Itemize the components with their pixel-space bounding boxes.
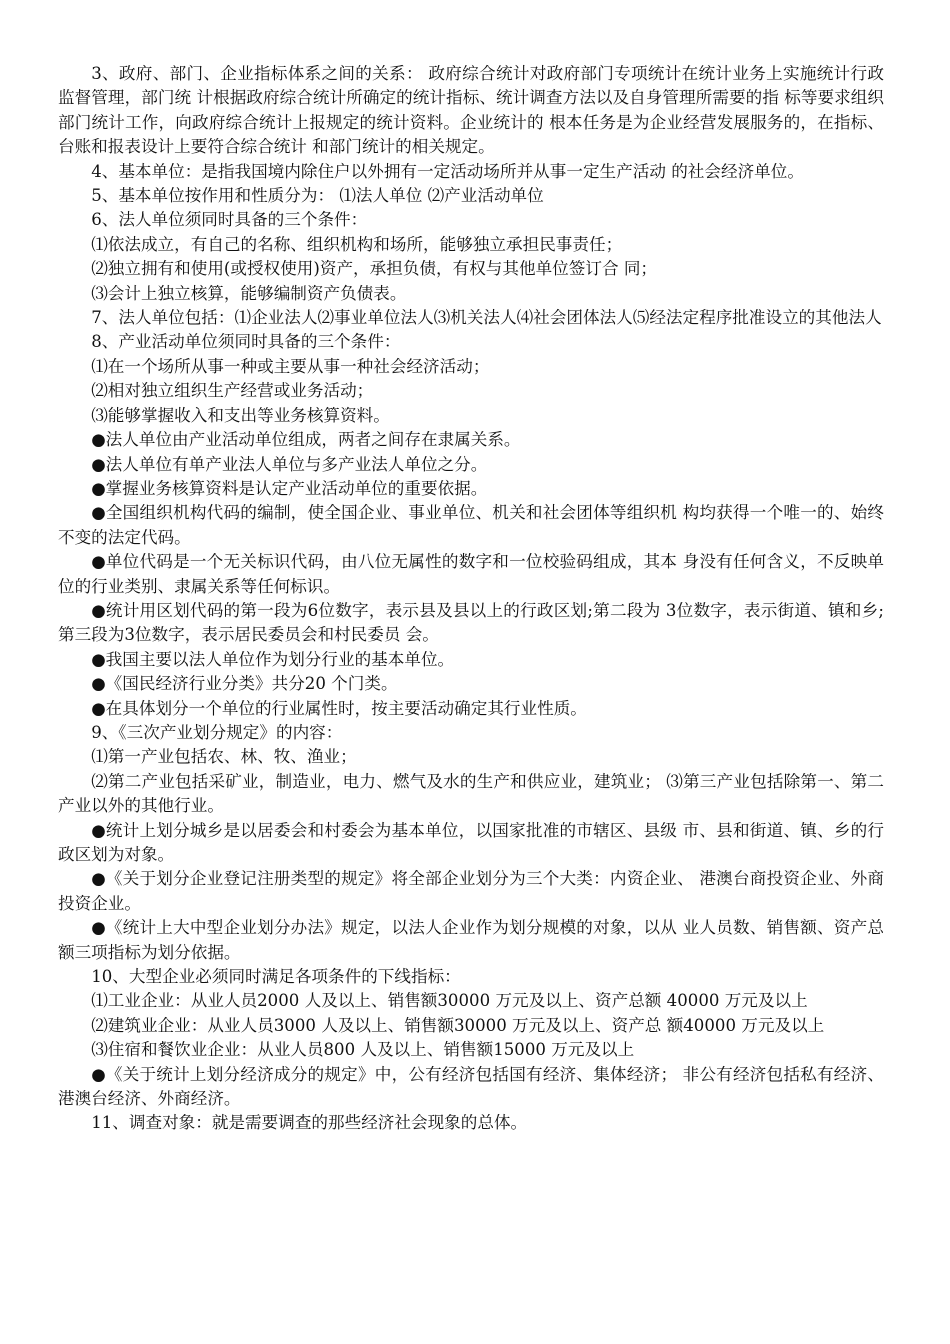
paragraph-large-industrial-enterprise: ⑴工业企业：从业人员2000 人及以上、销售额30000 万元及以上、资产总额 40000 万元及以上 bbox=[91, 991, 808, 1011]
bullet-single-multi-industry: ●法人单位有单产业法人单位与多产业法人单位之分。 bbox=[91, 454, 488, 474]
paragraph-activity-unit-conditions-heading: 8、产业活动单位须同时具备的三个条件： bbox=[91, 332, 401, 352]
paragraph-legal-unit-condition-3: ⑶会计上独立核算，能够编制资产负债表。 bbox=[91, 283, 407, 303]
bullet-urban-rural-division: ●统计上划分城乡是以居委会和村委会为基本单位，以国家批准的市辖区、县级 市、县和街道、镇、乡的行政区划为对象。 bbox=[58, 820, 884, 864]
bullet-enterprise-registration-types: ●《关于划分企业登记注册类型的规定》将全部企业划分为三个大类：内资企业、 港澳台商投资企业、外商投资企业。 bbox=[58, 869, 884, 913]
paragraph-legal-unit-condition-2: ⑵独立拥有和使用(或授权使用)资产，承担负债，有权与其他单位签订合 同； bbox=[91, 259, 658, 279]
paragraph-large-hospitality-enterprise: ⑶住宿和餐饮业企业：从业人员800 人及以上、销售额15000 万元及以上 bbox=[91, 1040, 635, 1060]
bullet-unit-code: ●单位代码是一个无关标识代码，由八位无属性的数字和一位校验码组成，其本 身没有任何含义，不反映单位的行业类别、隶属关系等任何标识。 bbox=[58, 552, 884, 596]
bullet-main-activity: ●在具体划分一个单位的行业属性时，按主要活动确定其行业性质。 bbox=[91, 698, 587, 718]
paragraph-large-enterprise-heading: 10、大型企业必须同时满足各项条件的下线指标： bbox=[91, 967, 461, 987]
bullet-organization-code: ●全国组织机构代码的编制，使全国企业、事业单位、机关和社会团体等组织机 构均获得一个唯一的、始终不变的法定代码。 bbox=[58, 503, 884, 547]
bullet-industry-basic-unit: ●我国主要以法人单位作为划分行业的基本单位。 bbox=[91, 649, 455, 669]
paragraph-activity-unit-condition-1: ⑴在一个场所从事一种或主要从事一种社会经济活动； bbox=[91, 356, 490, 376]
paragraph-relationship-of-indicator-systems: 3、政府、部门、企业指标体系之间的关系： 政府综合统计对政府部门专项统计在统计业务上实施统计行政监督管理，部门统 计根据政府综合统计所确定的统计指标、统计调查方法以及自身管理所需要的指 标等要求组织部门统计工作，向政府综合统计上报规定的统计资料。企业统计的 根本任务是为企业经营发展服务的，在指标、台账和报表设计上要符合综合统计 和部门统计的相关规定。 bbox=[58, 64, 884, 157]
bullet-legal-unit-composition: ●法人单位由产业活动单位组成，两者之间存在隶属关系。 bbox=[91, 430, 521, 450]
paragraph-survey-object: 11、调查对象：就是需要调查的那些经济社会现象的总体。 bbox=[91, 1113, 528, 1133]
bullet-accounting-data-basis: ●掌握业务核算资料是认定产业活动单位的重要依据。 bbox=[91, 478, 488, 498]
bullet-economic-components: ●《关于统计上划分经济成分的规定》中，公有经济包括国有经济、集体经济； 非公有经济包括私有经济、港澳台经济、外商经济。 bbox=[58, 1064, 884, 1109]
bullet-industry-classification: ●《国民经济行业分类》共分20 个门类。 bbox=[91, 674, 398, 694]
paragraph-basic-unit-definition: 4、基本单位：是指我国境内除住户以外拥有一定活动场所并从事一定生产活动 的社会经济单位。 bbox=[91, 161, 804, 181]
paragraph-legal-unit-kinds: 7、法人单位包括：⑴企业法人⑵事业单位法人⑶机关法人⑷社会团体法人⑸经法定程序批准设立的其他法人 bbox=[91, 308, 882, 328]
paragraph-secondary-tertiary-industry: ⑵第二产业包括采矿业，制造业，电力、燃气及水的生产和供应业，建筑业； ⑶第三产业包括除第一、第二产业以外的其他行业。 bbox=[58, 771, 884, 816]
paragraph-three-industries-heading: 9、《三次产业划分规定》的内容： bbox=[91, 722, 343, 742]
paragraph-primary-industry: ⑴第一产业包括农、林、牧、渔业； bbox=[91, 747, 357, 767]
paragraph-legal-unit-condition-1: ⑴依法成立，有自己的名称、组织机构和场所，能够独立承担民事责任； bbox=[91, 234, 623, 254]
paragraph-large-construction-enterprise: ⑵建筑业企业：从业人员3000 人及以上、销售额30000 万元及以上、资产总 额40000 万元及以上 bbox=[91, 1015, 825, 1035]
paragraph-basic-unit-types: 5、基本单位按作用和性质分为： ⑴法人单位 ⑵产业活动单位 bbox=[91, 186, 544, 206]
paragraph-activity-unit-condition-3: ⑶能够掌握收入和支出等业务核算资料。 bbox=[91, 405, 390, 425]
paragraph-legal-unit-conditions-heading: 6、法人单位须同时具备的三个条件： bbox=[91, 210, 368, 230]
bullet-division-code: ●统计用区划代码的第一段为6位数字，表示县及县以上的行政区划;第二段为 3位数字，表示街道、镇和乡;第三段为3位数字，表示居民委员会和村民委员 会。 bbox=[58, 600, 884, 645]
paragraph-activity-unit-condition-2: ⑵相对独立组织生产经营或业务活动； bbox=[91, 381, 374, 401]
bullet-enterprise-size-method: ●《统计上大中型企业划分办法》规定，以法人企业作为划分规模的对象，以从 业人员数、销售额、资产总额三项指标为划分依据。 bbox=[58, 918, 884, 962]
